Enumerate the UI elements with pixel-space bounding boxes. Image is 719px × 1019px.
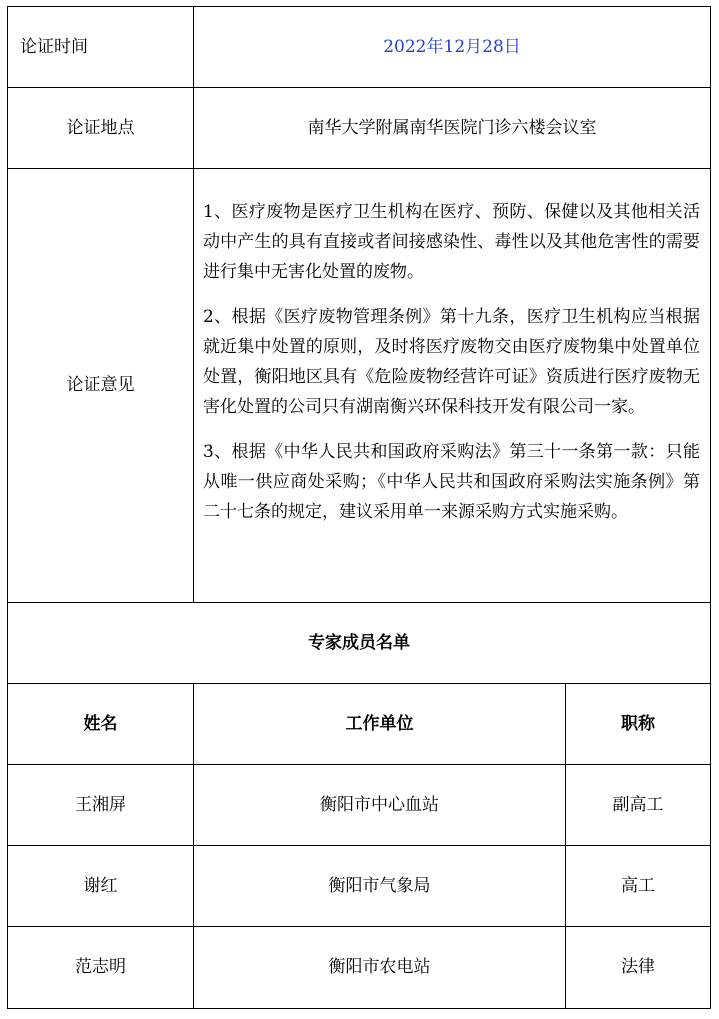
member-name: 范志明 (75, 957, 126, 978)
place-label: 论证地点 (66, 117, 135, 138)
header-title-cell (565, 683, 711, 765)
member-title: 法律 (621, 957, 655, 978)
time-label: 论证时间 (20, 36, 88, 57)
header-title: 职称 (621, 713, 655, 734)
member-name-cell (7, 764, 194, 846)
member-name: 王湘屏 (75, 794, 126, 815)
opinion-label-cell (7, 168, 194, 603)
place-value: 南华大学附属南华医院门诊六楼会议室 (307, 117, 597, 138)
member-unit-cell (193, 764, 566, 846)
member-unit: 衡阳市中心血站 (320, 794, 439, 815)
member-title-cell (565, 764, 711, 846)
opinion-paragraph-3: 3、根据《中华人民共和国政府采购法》第三十一条第一款：只能从唯一供应商处采购；《中华人民共和国政府采购法实施条例》第二十七条的规定，建议采用单一来源采购方式实施采购。 (203, 442, 700, 522)
place-value-cell (193, 87, 711, 169)
member-name: 谢红 (83, 875, 118, 896)
time-label-cell (7, 6, 194, 88)
opinion-paragraph-1: 1、医疗废物是医疗卫生机构在医疗、预防、保健以及其他相关活动中产生的具有直接或者间接感染性、毒性以及其他危害性的需要进行集中无害化处置的废物。 (203, 202, 700, 282)
header-name-cell (7, 683, 194, 765)
member-name-cell (7, 845, 194, 927)
experts-title: 专家成员名单 (308, 632, 410, 653)
member-title-cell (565, 926, 711, 1009)
time-value: 2022年12月28日 (383, 36, 521, 57)
member-title-cell (565, 845, 711, 927)
member-title: 副高工 (612, 794, 664, 815)
member-unit-cell (193, 926, 566, 1009)
member-title: 高工 (621, 875, 655, 896)
header-unit-cell (193, 683, 566, 765)
opinion-paragraph-2: 2、根据《医疗废物管理条例》第十九条，医疗卫生机构应当根据就近集中处置的原则，及时将医疗废物交由医疗废物集中处置单位处置，衡阳地区具有《危险废物经营许可证》资质进行医疗废物无害化处置的公司只有湖南衡兴环保科技开发有限公司一家。 (203, 307, 700, 417)
member-unit-cell (193, 845, 566, 927)
experts-title-cell (7, 602, 711, 684)
review-table (7, 6, 711, 1009)
header-name: 姓名 (83, 713, 118, 734)
opinion-label: 论证意见 (66, 375, 135, 396)
member-name-cell (7, 926, 194, 1009)
time-value-cell (193, 6, 711, 88)
opinion-content-cell (193, 168, 711, 603)
member-unit: 衡阳市农电站 (328, 957, 431, 978)
member-unit: 衡阳市气象局 (328, 875, 431, 896)
header-unit: 工作单位 (345, 713, 414, 734)
place-label-cell (7, 87, 194, 169)
